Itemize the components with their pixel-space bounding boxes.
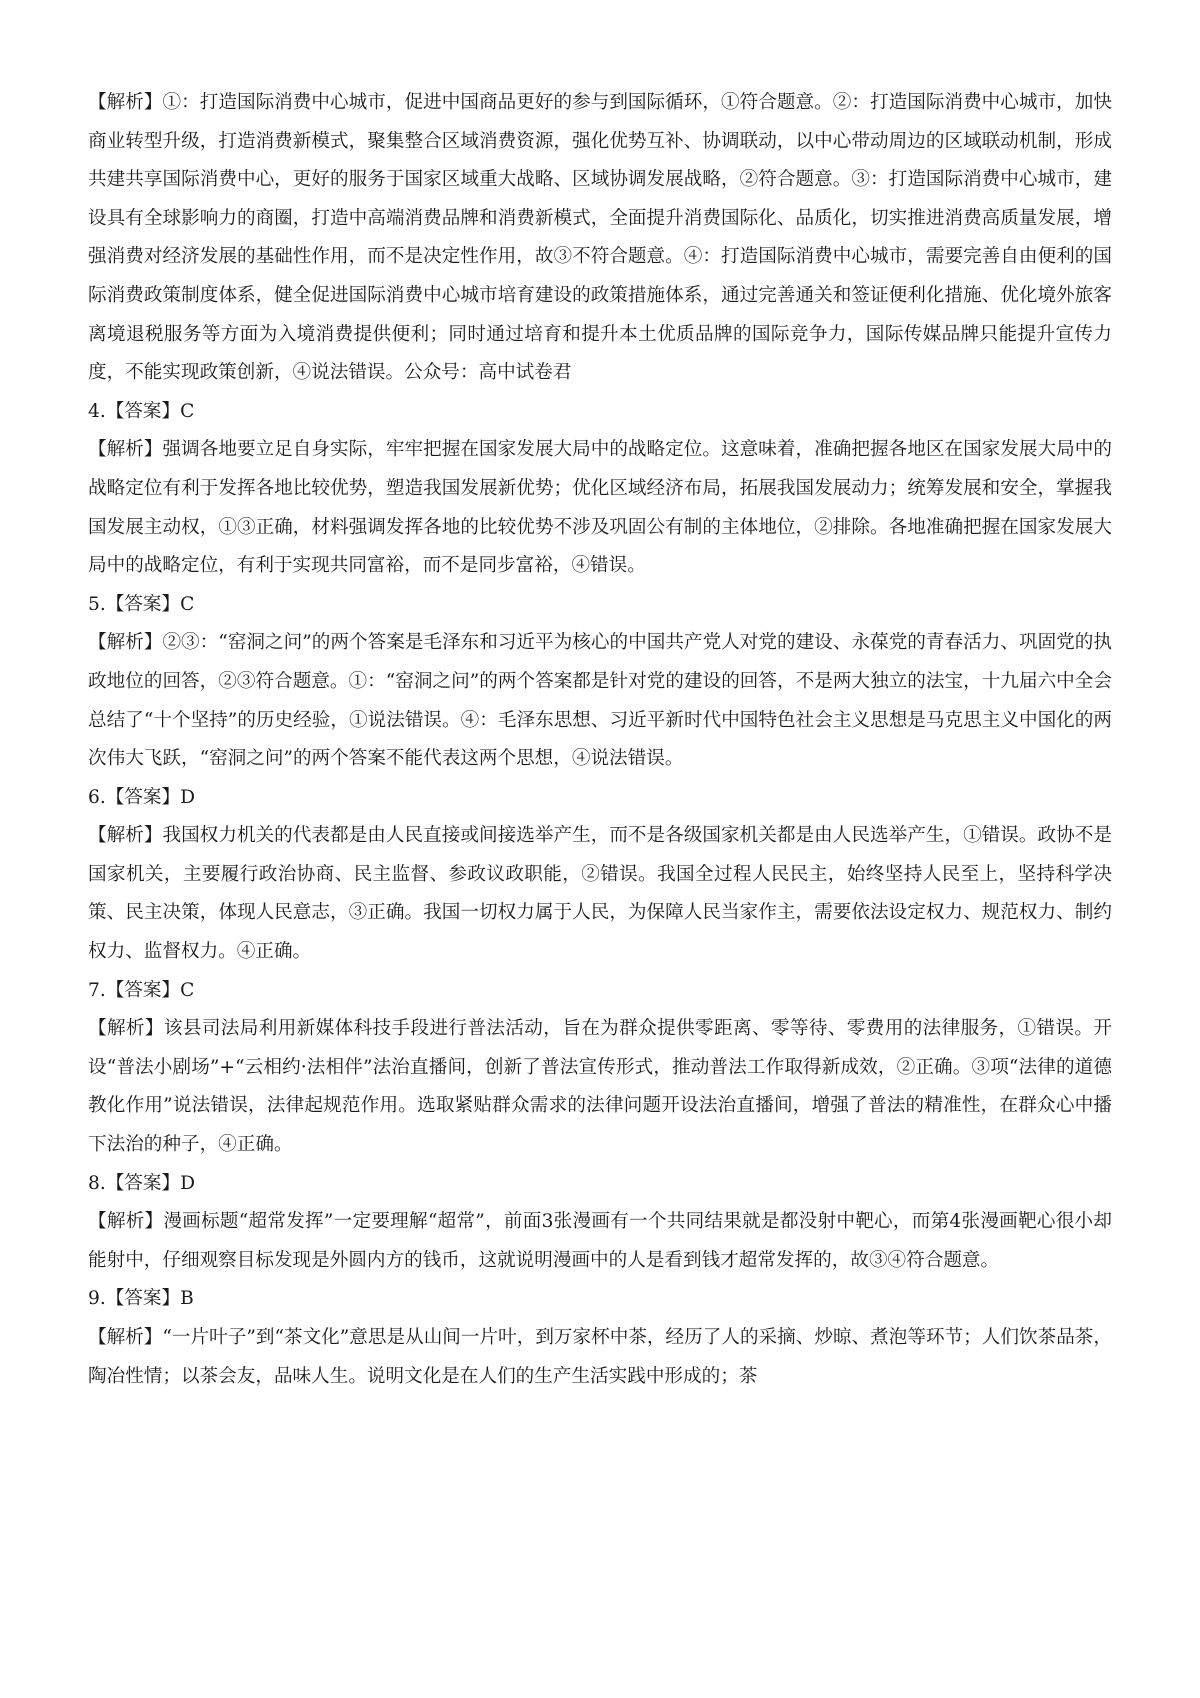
answer-heading-q6: 6.【答案】D xyxy=(88,786,196,808)
analysis-paragraph-q4: 【解析】强调各地要立足自身实际，牢牢把握在国家发展大局中的战略定位。这意味着，准确把握各地区在国家发展大局中的战略定位有利于发挥各地比较优势，塑造我国发展新优势；优化区域经济布局，拓展我国发展动力；统筹发展和安全，掌握我国发展主动权，①③正确，材料强调发挥各地的比较优势不涉及巩固公有制的主体地位，②排除。各地准确把握在国家发展大局中的战略定位，有利于实现共同富裕，而不是同步富裕，④错误。 xyxy=(88,439,1112,577)
answer-heading-q9: 9.【答案】B xyxy=(88,1288,194,1310)
answer-heading-q8: 8.【答案】D xyxy=(88,1172,196,1194)
answer-heading-q4: 4.【答案】C xyxy=(88,400,195,422)
analysis-paragraph-q8: 【解析】漫画标题“超常发挥”一定要理解“超常”，前面3张漫画有一个共同结果就是都没射中靶心，而第4张漫画靶心很小却能射中，仔细观察目标发现是外圆内方的钱币，这就说明漫画中的人是看到钱才超常发挥的，故③④符合题意。 xyxy=(88,1211,1112,1271)
answer-heading-q5: 5.【答案】C xyxy=(88,593,195,615)
analysis-paragraph-q5: 【解析】②③：“窑洞之问”的两个答案是毛泽东和习近平为核心的中国共产党人对党的建设、永葆党的青春活力、巩固党的执政地位的回答，②③符合题意。①：“窑洞之问”的两个答案都是针对党的建设的回答，不是两大独立的法宝，十九届六中全会总结了“十个坚持”的历史经验，①说法错误。④：毛泽东思想、习近平新时代中国特色社会主义思想是马克思主义中国化的两次伟大飞跃，“窑洞之问”的两个答案不能代表这两个思想，④说法错误。 xyxy=(88,632,1112,770)
answer-heading-q7: 7.【答案】C xyxy=(88,979,195,1001)
analysis-paragraph-q9: 【解析】“一片叶子”到“茶文化”意思是从山间一片叶，到万家杯中茶，经历了人的采摘、炒晾、煮泡等环节；人们饮茶品茶，陶冶性情；以茶会友，品味人生。说明文化是在人们的生产生活实践中形成的；茶 xyxy=(88,1327,1112,1387)
analysis-paragraph-q3: 【解析】①：打造国际消费中心城市，促进中国商品更好的参与到国际循环，①符合题意。②：打造国际消费中心城市，加快商业转型升级，打造消费新模式，聚集整合区域消费资源，强化优势互补、协调联动，以中心带动周边的区域联动机制，形成共建共享国际消费中心，更好的服务于国家区域重大战略、区域协调发展战略，②符合题意。③：打造国际消费中心城市，建设具有全球影响力的商圈，打造中高端消费品牌和消费新模式，全面提升消费国际化、品质化，切实推进消费高质量发展，增强消费对经济发展的基础性作用，而不是决定性作用，故③不符合题意。④：打造国际消费中心城市，需要完善自由便利的国际消费政策制度体系，健全促进国际消费中心城市培育建设的政策措施体系，通过完善通关和签证便利化措施、优化境外旅客离境退税服务等方面为入境消费提供便利；同时通过培育和提升本土优质品牌的国际竞争力，国际传媒品牌只能提升宣传力度，不能实现政策创新，④说法错误。公众号：高中试卷君 xyxy=(88,92,1112,384)
analysis-paragraph-q7: 【解析】该县司法局利用新媒体科技手段进行普法活动，旨在为群众提供零距离、零等待、零费用的法律服务，①错误。开设“普法小剧场”+“云相约·法相伴”法治直播间，创新了普法宣传形式，推动普法工作取得新成效，②正确。③项“法律的道德教化作用”说法错误，法律起规范作用。选取紧贴群众需求的法律问题开设法治直播间，增强了普法的精准性，在群众心中播下法治的种子，④正确。 xyxy=(88,1018,1112,1156)
document-page xyxy=(88,84,1112,1396)
analysis-paragraph-q6: 【解析】我国权力机关的代表都是由人民直接或间接选举产生，而不是各级国家机关都是由人民选举产生，①错误。政协不是国家机关，主要履行政治协商、民主监督、参政议政职能，②错误。我国全过程人民民主，始终坚持人民至上，坚持科学决策、民主决策，体现人民意志，③正确。我国一切权力属于人民，为保障人民当家作主，需要依法设定权力、规范权力、制约权力、监督权力。④正确。 xyxy=(88,825,1112,963)
